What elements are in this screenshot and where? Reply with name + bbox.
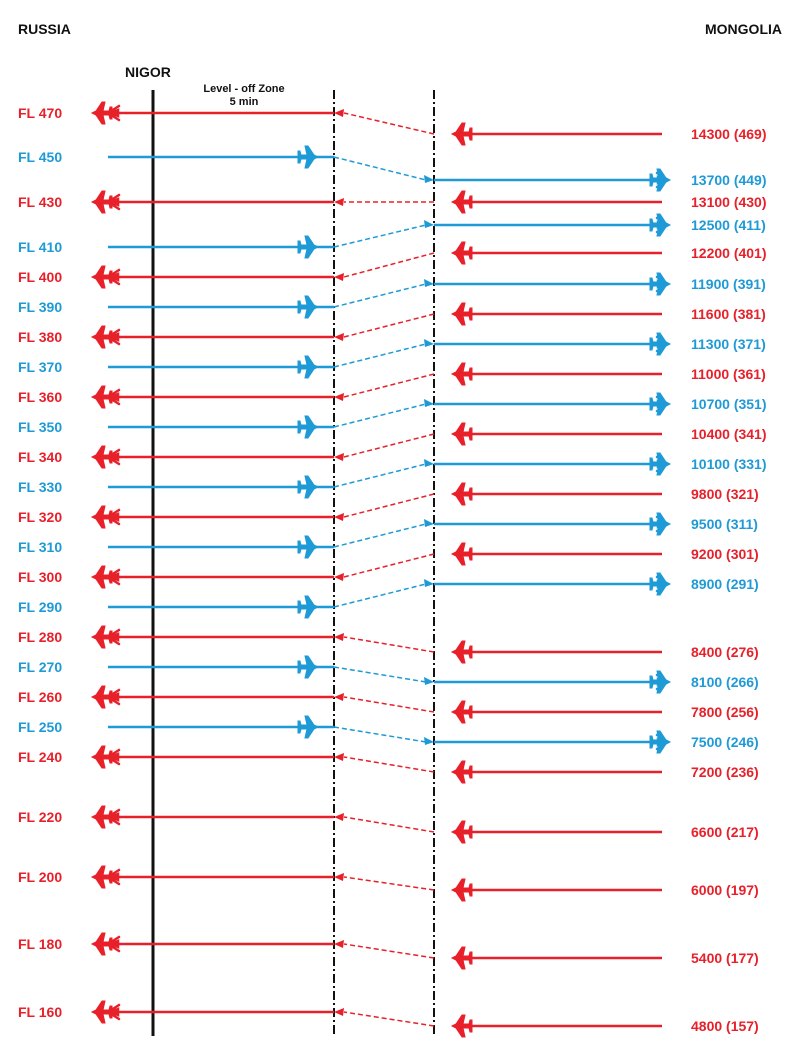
- metric-altitude-label: 10700 (351): [691, 396, 767, 412]
- aircraft-icon: [650, 214, 670, 236]
- metric-altitude-label: 10400 (341): [691, 426, 767, 442]
- flight-level-row: [18, 426, 767, 465]
- flight-level-row: [18, 366, 766, 405]
- transition-arrowhead: [424, 519, 434, 527]
- transition-arrowhead: [424, 220, 434, 228]
- flight-level-label: FL 290: [18, 599, 63, 615]
- aircraft-icon: [92, 933, 112, 955]
- flight-level-row: [18, 194, 767, 210]
- metric-altitude-label: 11000 (361): [691, 366, 766, 382]
- transition-dashed-line: [334, 157, 426, 180]
- transition-arrowhead: [424, 677, 434, 685]
- metric-altitude-label: 11600 (381): [691, 306, 766, 322]
- transition-arrowhead: [334, 813, 344, 821]
- aircraft-icon: [650, 731, 670, 753]
- transition-dashed-line: [334, 524, 426, 547]
- flight-level-label: FL 180: [18, 936, 63, 952]
- aircraft-icon: [650, 513, 670, 535]
- transition-arrowhead: [424, 339, 434, 347]
- transition-dashed-line: [344, 494, 434, 517]
- aircraft-icon: [452, 363, 472, 385]
- flight-level-label: FL 260: [18, 689, 63, 705]
- aircraft-icon: [650, 169, 670, 191]
- aircraft-icon: [92, 506, 112, 528]
- aircraft-icon: [452, 123, 472, 145]
- transition-dashed-line: [334, 284, 426, 307]
- aircraft-icon: [298, 296, 318, 318]
- metric-altitude-label: 7500 (246): [691, 734, 759, 750]
- aircraft-icon: [452, 821, 472, 843]
- transition-arrowhead: [334, 873, 344, 881]
- flight-level-rows: [18, 102, 767, 1037]
- transition-arrowhead: [334, 393, 344, 401]
- aircraft-icon: [92, 746, 112, 768]
- metric-altitude-label: 14300 (469): [691, 126, 767, 142]
- transition-dashed-line: [344, 374, 434, 397]
- flight-level-label: FL 280: [18, 629, 63, 645]
- transition-dashed-line: [344, 253, 434, 277]
- flight-level-label: FL 410: [18, 239, 63, 255]
- flight-level-row: [18, 869, 759, 898]
- aircraft-icon: [452, 701, 472, 723]
- flight-level-row: [18, 629, 759, 660]
- transition-dashed-line: [334, 344, 426, 367]
- aircraft-icon: [92, 866, 112, 888]
- level-off-zone-label: Level - off Zone: [203, 83, 285, 95]
- metric-altitude-label: 6000 (197): [691, 882, 759, 898]
- aircraft-icon: [298, 356, 318, 378]
- transition-dashed-line: [334, 667, 426, 682]
- flight-level-label: FL 450: [18, 149, 63, 165]
- metric-altitude-label: 7200 (236): [691, 764, 759, 780]
- flight-level-label: FL 300: [18, 569, 63, 585]
- transition-arrowhead: [334, 273, 344, 281]
- metric-altitude-label: 10100 (331): [691, 456, 767, 472]
- flight-level-row: [18, 245, 767, 285]
- transition-dashed-line: [334, 727, 426, 742]
- flight-level-row: [18, 516, 758, 555]
- transition-arrowhead: [334, 453, 344, 461]
- aircraft-icon: [452, 1015, 472, 1037]
- aircraft-icon: [452, 543, 472, 565]
- aircraft-icon: [452, 761, 472, 783]
- aircraft-icon: [92, 626, 112, 648]
- flight-level-label: FL 220: [18, 809, 63, 825]
- aircraft-icon: [452, 242, 472, 264]
- flight-level-row: [18, 576, 759, 615]
- aircraft-icon: [452, 879, 472, 901]
- mongolia-label: MONGOLIA: [705, 21, 782, 37]
- aircraft-icon: [298, 416, 318, 438]
- metric-altitude-label: 13100 (430): [691, 194, 767, 210]
- flight-level-row: [18, 719, 759, 750]
- flight-level-label: FL 390: [18, 299, 63, 315]
- metric-altitude-label: 11900 (391): [691, 276, 766, 292]
- transition-arrowhead: [334, 633, 344, 641]
- aircraft-icon: [452, 191, 472, 213]
- flight-level-label: FL 240: [18, 749, 63, 765]
- aircraft-icon: [92, 686, 112, 708]
- transition-arrowhead: [334, 940, 344, 948]
- metric-altitude-label: 5400 (177): [691, 950, 759, 966]
- flight-level-label: FL 370: [18, 359, 63, 375]
- flight-level-row: [18, 306, 766, 345]
- flight-level-label: FL 160: [18, 1004, 63, 1020]
- transition-dashed-line: [344, 314, 434, 337]
- aircraft-icon: [298, 536, 318, 558]
- flight-level-row: [18, 105, 767, 142]
- transition-dashed-line: [334, 225, 426, 247]
- flight-level-label: FL 250: [18, 719, 63, 735]
- transition-arrowhead: [334, 693, 344, 701]
- transition-arrowhead: [424, 737, 434, 745]
- aircraft-icon: [650, 671, 670, 693]
- transition-dashed-line: [344, 697, 434, 712]
- metric-altitude-label: 8400 (276): [691, 644, 759, 660]
- metric-altitude-label: 12200 (401): [691, 245, 767, 261]
- aircraft-icon: [92, 386, 112, 408]
- flight-level-label: FL 310: [18, 539, 63, 555]
- transition-dashed-line: [344, 637, 434, 652]
- flight-level-label: FL 400: [18, 269, 63, 285]
- transition-dashed-line: [334, 404, 426, 427]
- metric-altitude-label: 9200 (301): [691, 546, 759, 562]
- metric-altitude-label: 9500 (311): [691, 516, 758, 532]
- aircraft-icon: [298, 656, 318, 678]
- transition-dashed-line: [344, 113, 434, 134]
- aircraft-icon: [298, 716, 318, 738]
- aircraft-icon: [650, 453, 670, 475]
- aircraft-icon: [92, 806, 112, 828]
- metric-altitude-label: 11300 (371): [691, 336, 766, 352]
- aircraft-icon: [452, 483, 472, 505]
- metric-altitude-label: 8100 (266): [691, 674, 759, 690]
- aircraft-icon: [452, 423, 472, 445]
- level-off-zone-duration: 5 min: [229, 96, 259, 108]
- metric-altitude-label: 7800 (256): [691, 704, 759, 720]
- aircraft-icon: [452, 947, 472, 969]
- aircraft-icon: [92, 1001, 112, 1023]
- aircraft-icon: [650, 393, 670, 415]
- transition-arrowhead: [334, 109, 344, 117]
- aircraft-icon: [298, 146, 318, 168]
- metric-altitude-label: 6600 (217): [691, 824, 759, 840]
- aircraft-icon: [92, 102, 112, 124]
- flight-level-row: [18, 936, 759, 966]
- transition-arrowhead: [424, 579, 434, 587]
- transition-dashed-line: [344, 757, 434, 772]
- aircraft-icon: [452, 641, 472, 663]
- flight-level-label: FL 350: [18, 419, 63, 435]
- transition-dashed-line: [334, 464, 426, 487]
- flight-level-row: [18, 809, 759, 840]
- metric-altitude-label: 12500 (411): [691, 217, 766, 233]
- transition-dashed-line: [344, 817, 434, 832]
- flight-level-label: FL 200: [18, 869, 63, 885]
- aircraft-icon: [650, 273, 670, 295]
- aircraft-icon: [92, 446, 112, 468]
- transition-dashed-line: [334, 584, 426, 607]
- transition-arrowhead: [334, 333, 344, 341]
- flight-level-row: [18, 1004, 759, 1034]
- transition-dashed-line: [344, 877, 434, 890]
- flight-level-label: FL 270: [18, 659, 63, 675]
- metric-altitude-label: 9800 (321): [691, 486, 759, 502]
- flight-level-label: FL 430: [18, 194, 63, 210]
- flight-level-label: FL 320: [18, 509, 63, 525]
- transition-dashed-line: [344, 1012, 434, 1026]
- flight-level-label: FL 340: [18, 449, 63, 465]
- transition-arrowhead: [334, 198, 344, 206]
- transition-arrowhead: [334, 753, 344, 761]
- transition-dashed-line: [344, 554, 434, 577]
- transition-arrowhead: [424, 459, 434, 467]
- aircraft-icon: [92, 266, 112, 288]
- metric-altitude-label: 4800 (157): [691, 1018, 759, 1034]
- transition-arrowhead: [334, 573, 344, 581]
- transition-arrowhead: [334, 1008, 344, 1016]
- aircraft-icon: [92, 191, 112, 213]
- aircraft-icon: [92, 326, 112, 348]
- nigor-label: NIGOR: [125, 64, 171, 80]
- flight-level-label: FL 360: [18, 389, 63, 405]
- metric-altitude-label: 13700 (449): [691, 172, 767, 188]
- flight-level-row: [18, 546, 759, 585]
- flight-level-row: [18, 486, 759, 525]
- flight-level-row: [18, 749, 759, 780]
- transition-dashed-line: [344, 944, 434, 958]
- aircraft-icon: [298, 596, 318, 618]
- transition-dashed-line: [344, 434, 434, 457]
- aircraft-icon: [92, 566, 112, 588]
- aircraft-icon: [298, 476, 318, 498]
- transition-arrowhead: [334, 513, 344, 521]
- metric-altitude-label: 8900 (291): [691, 576, 759, 592]
- flight-level-row: [18, 659, 759, 690]
- aircraft-icon: [650, 333, 670, 355]
- aircraft-icon: [452, 303, 472, 325]
- aircraft-icon: [298, 236, 318, 258]
- flight-level-label: FL 330: [18, 479, 63, 495]
- transition-arrowhead: [424, 399, 434, 407]
- transition-arrowhead: [424, 279, 434, 287]
- transition-arrowhead: [424, 175, 434, 183]
- aircraft-icon: [650, 573, 670, 595]
- russia-label: RUSSIA: [18, 21, 71, 37]
- flight-level-label: FL 470: [18, 105, 63, 121]
- flight-level-label: FL 380: [18, 329, 63, 345]
- flight-level-row: [18, 689, 759, 720]
